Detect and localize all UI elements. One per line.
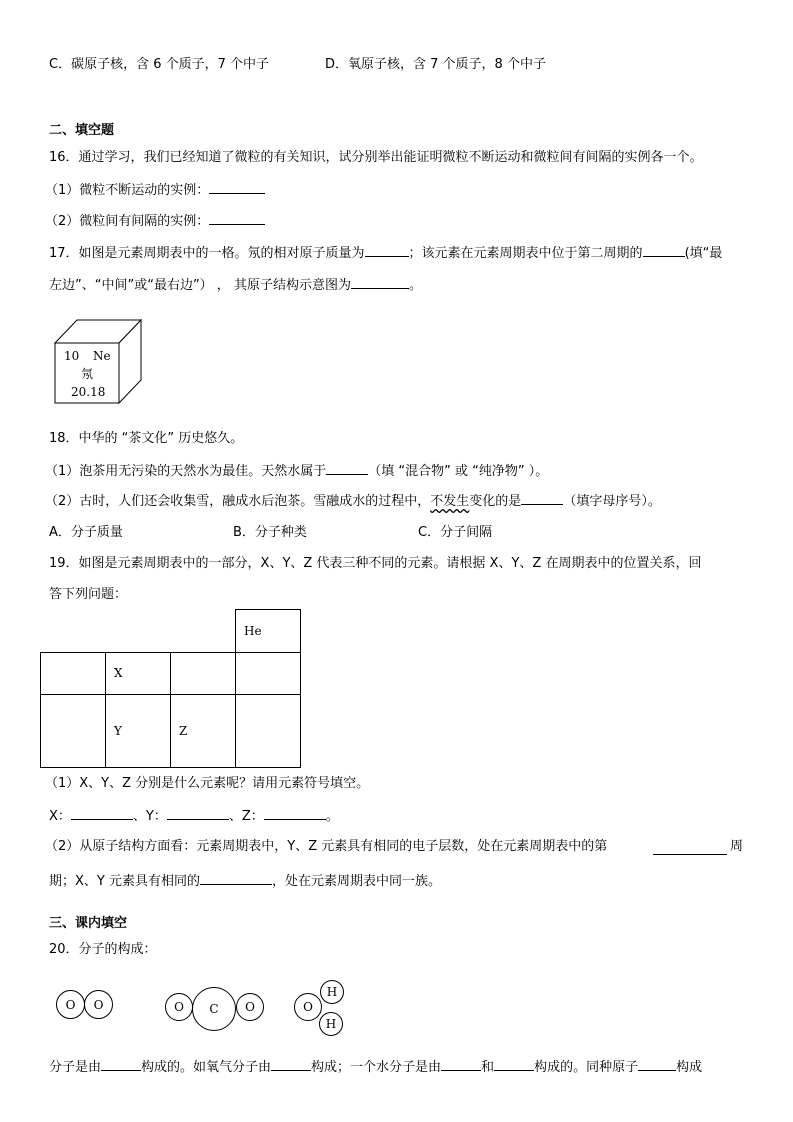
atom-circle: H [319,1012,343,1036]
atom-circle: H [320,980,344,1004]
q19-text: X： [49,809,71,824]
atom-circle-large: C [192,987,236,1031]
q19-part2 [45,839,607,855]
atomic-mass: 20.18 [71,385,106,399]
q20-stem: 20．分子的构成： [49,942,157,957]
q17-line1 [49,244,722,262]
q18-stem: 18．中华的 “茶文化” 历史悠久。 [49,431,244,446]
q20-text: 分子是由 [49,1060,102,1075]
answer-blank[interactable] [365,244,409,257]
q19-part2-cont [49,872,441,890]
answer-blank[interactable] [638,1058,676,1071]
q20-text: 构成；一个水分子是由 [311,1060,442,1075]
section-title-fill-in: 二、填空题 [49,123,115,138]
q15-option-c: C．碳原子核，含 6 个质子，7 个中子 [49,57,270,72]
atom-circle: O [294,993,322,1021]
q19-text: 。 [325,809,339,824]
table-cell [40,694,106,768]
q19-stem-line1: 19．如图是元素周期表中的一部分，X、Y、Z 代表三种不同的元素。请根据 X、Y、Z 在周期表中的位置关系，回 [49,556,702,571]
answer-blank[interactable] [209,212,265,225]
q17-line2 [49,276,422,294]
q18-text: （填 “混合物” 或 “纯净物” ）。 [368,464,549,479]
q17-text: (填“最 [684,246,723,261]
q17-text: ；该元素在元素周期表中位于第二周期的 [408,246,643,261]
q17-text: 。 [408,278,422,293]
q19-text: 、Z： [228,809,264,824]
table-cell-z [170,694,236,768]
q19-text: ，处在元素周期表中同一族。 [271,874,441,889]
q18-text: （2）古时，人们还会收集雪，融成水后泡茶。雪融成水的过程中， [45,494,431,509]
atom-circle: O [56,990,85,1019]
table-cell-y [105,694,171,768]
q20-text: 构成的。如氧气分子由 [141,1060,272,1075]
atomic-number: 10 [64,349,80,363]
q20-sentence [49,1058,702,1076]
q20-text: 和 [481,1060,495,1075]
table-cell [170,652,236,695]
q16-part1-label: （1）微粒不断运动的实例： [45,183,210,198]
element-symbol: Ne [93,349,111,363]
q20-text: 构成的。同种原子 [534,1060,639,1075]
q17-text: 17．如图是元素周期表中的一格。氖的相对原子质量为 [49,246,365,261]
table-cell [235,652,301,695]
q18-part1 [45,462,548,480]
answer-blank[interactable] [521,492,563,505]
table-cell-he [235,609,301,653]
q18-emphasis: 不发生 [430,494,470,509]
q18-option-a: A．分子质量 [49,525,123,540]
q19-fill-line [49,807,339,825]
q19-text: 期；X、Y 元素具有相同的 [49,874,200,889]
q18-part2 [45,492,661,510]
q20-text: 构成 [676,1060,703,1075]
q18-text: 变化的是 [469,494,522,509]
answer-blank[interactable] [264,807,326,820]
q16-part1 [45,181,265,199]
cell-label-x: X [114,666,123,680]
answer-blank[interactable] [326,462,368,475]
q15-option-d: D．氧原子核，含 7 个质子，8 个中子 [325,57,546,72]
element-name: 氖 [81,367,94,381]
q16-stem: 16．通过学习，我们已经知道了微粒的有关知识，试分别举出能证明微粒不断运动和微粒间有间隔的实例各一个。 [49,150,703,165]
answer-blank[interactable] [71,807,133,820]
answer-blank[interactable] [494,1058,534,1071]
answer-blank[interactable] [351,276,409,289]
q17-text: 左边”、“中间”或“最右边”） ， 其原子结构示意图为 [49,278,351,293]
answer-blank[interactable] [167,807,229,820]
answer-blank[interactable] [101,1058,141,1071]
answer-blank[interactable] [643,244,685,257]
table-cell [40,652,106,695]
answer-blank[interactable] [271,1058,311,1071]
q18-option-b: B．分子种类 [233,525,307,540]
answer-blank[interactable] [200,872,272,885]
answer-blank[interactable] [441,1058,481,1071]
q19-stem-line2: 答下列问题： [49,587,128,602]
table-cell-x [105,652,171,695]
q18-text: （1）泡茶用无污染的天然水为最佳。天然水属于 [45,464,327,479]
cell-label-z: Z [179,724,188,738]
atom-circle: O [84,990,113,1019]
q18-text: （填字母序号）。 [563,494,661,509]
atom-circle: O [236,993,264,1021]
atom-circle: O [165,993,193,1021]
q19-text: （2）从原子结构方面看：元素周期表中，Y、Z 元素具有相同的电子层数，处在元素周期表中的第 [45,839,608,854]
q18-option-c: C．分子间隔 [418,525,493,540]
cell-label-he: He [244,624,262,638]
q16-part2-label: （2）微粒间有间隔的实例： [45,214,210,229]
q16-part2 [45,212,265,230]
answer-blank[interactable] [209,181,265,194]
table-cell [235,694,301,768]
q19-text: 、Y： [132,809,167,824]
answer-blank[interactable] [653,842,727,855]
q19-text: 周 [730,839,744,854]
q19-part1: （1）X、Y、Z 分别是什么元素呢？请用元素符号填空。 [45,776,370,791]
section-title-in-class: 三、课内填空 [49,916,128,931]
cell-label-y: Y [114,724,122,738]
